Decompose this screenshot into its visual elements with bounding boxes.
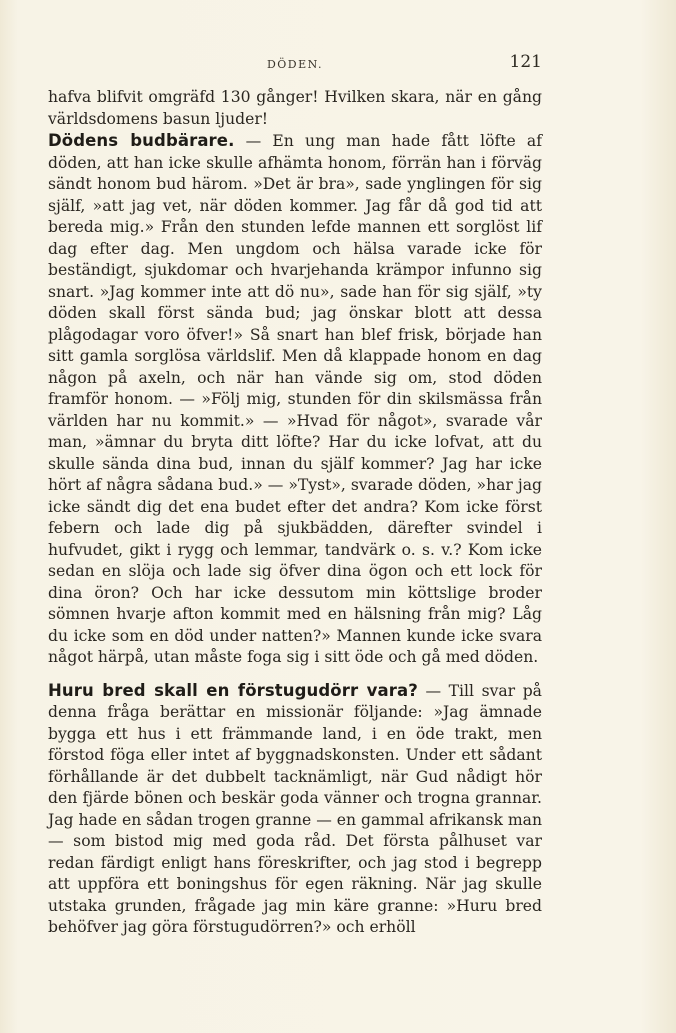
section-heading: Dödens budbärare. bbox=[48, 131, 235, 150]
page-number: 121 bbox=[509, 52, 542, 72]
paragraph-text: hafva blifvit omgräfd 130 gånger! Hvilken skara, när en gång världsdomens basun ljuder! bbox=[48, 88, 542, 128]
page-header bbox=[48, 50, 542, 80]
paragraph-continuation bbox=[48, 87, 542, 130]
section-heading: Huru bred skall en förstugudörr vara? bbox=[48, 680, 418, 700]
section-gap bbox=[48, 669, 542, 680]
running-title: DÖDEN. bbox=[266, 58, 324, 71]
paragraph-text: — En ung man hade fått löfte af döden, att han icke skulle afhämta honom, förrän han i förväg sändt honom bud härom. »Det är bra», sade ynglingen för sig själf, »att jag vet, när döden kommer. Jag får då god tid att bereda mig.» Från den stunden lefde mannen ett sorglöst lif dag efter dag. Men ungdom och hälsa varade icke för beständigt, sjukdomar och hvarjehanda krämpor infunno sig snart. »Jag kommer inte att dö nu», sade han för sig själf, »ty döden skall först sända bud; jag önskar blott att dessa plågodagar voro öfver!» Så snart han blef frisk, började han sitt gamla sorglösa världslif. Men då klappade honom en dag någon på axeln, och när han vände sig om, stod döden framför honom. — »Följ mig, stunden för din skilsmässa från världen har nu kommit.» — »Hvad för något», svarade vår man, »ämnar du bryta ditt löfte? Har du icke lofvat, att du skulle sända dina bud, innan du själf kommer? Jag har icke hört af några sådana bud.» — »Tyst», svarade döden, »har jag icke sändt dig det ena budet efter det andra? Kom icke först febern och lade dig på sjukbädden, därefter svindel i hufvudet, gikt i rygg och lemmar, tandvärk o. s. v.? Kom icke sedan en slöja och lade sig öfver dina ögon och ett lock för dina öron? Och har icke dessutom min köttslige broder sömnen hvarje afton kommit med en hälsning från mig? Låg du icke som en död under natten?» Mannen kunde icke svara något härpå, utan måste foga sig i sitt öde och gå med döden. bbox=[48, 132, 542, 666]
paragraph-dodens-budbarare bbox=[48, 130, 542, 669]
body-text bbox=[48, 87, 542, 939]
paragraph-text: — Till svar på denna fråga berättar en missionär följande: »Jag ämnade bygga ett hus i ett främmande land, i en öde trakt, men förstod föga eller intet af byggnadskonsten. Under ett sådant förhållande är det dubbelt tacknämligt, när Gud nådigt hör den fjärde bönen och beskär goda vänner och trogna grannar. Jag hade en sådan trogen granne — en gammal afrikansk man — som bistod mig med goda råd. Det första pålhuset var redan färdigt enligt hans föreskrifter, och jag stod i begrepp att uppföra ett boningshus för egen räkning. När jag skulle utstaka grunden, frågade jag min käre granne: »Huru bred behöfver jag göra förstugudörren?» och erhöll bbox=[48, 681, 542, 936]
paragraph-forstugudorr bbox=[48, 680, 542, 939]
